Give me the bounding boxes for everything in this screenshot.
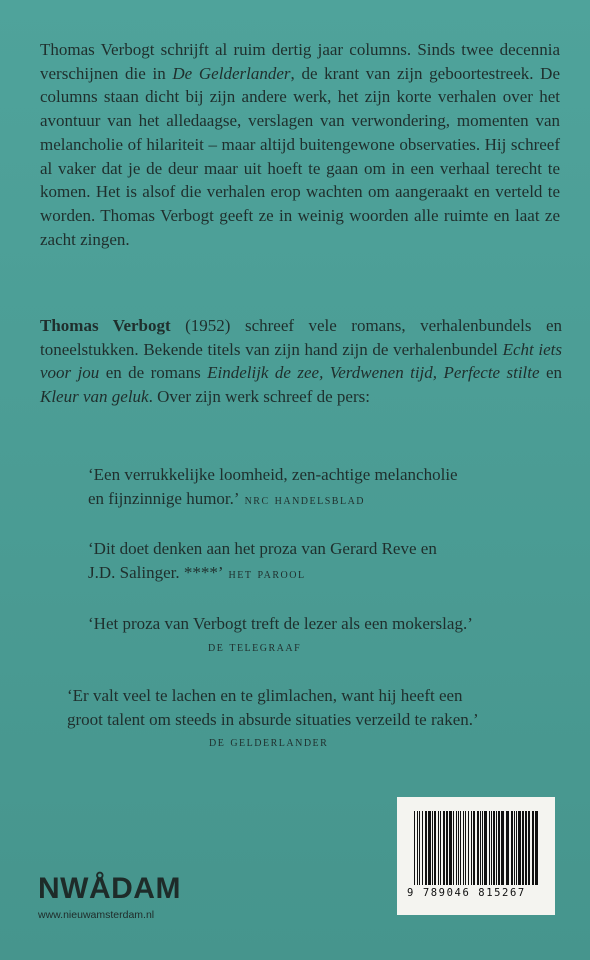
quote-text: ‘Er valt veel te lachen en te glimlachen, want hij heeft een bbox=[67, 686, 463, 705]
author-name: Thomas Verbogt bbox=[40, 316, 171, 335]
publisher-logo: NWÅDAM bbox=[38, 872, 181, 905]
barcode-bar bbox=[432, 811, 433, 885]
barcode-bar bbox=[532, 811, 534, 885]
barcode-bar bbox=[514, 811, 515, 885]
quote-source: nrc handelsblad bbox=[244, 492, 366, 508]
barcode-bar bbox=[417, 811, 418, 885]
barcode-bar bbox=[463, 811, 464, 885]
barcode-bar bbox=[446, 811, 448, 885]
barcode-bar bbox=[460, 811, 461, 885]
barcode-bar bbox=[438, 811, 439, 885]
press-quote bbox=[88, 463, 590, 512]
blurb-newspaper-title: De Gelderlander bbox=[172, 63, 291, 83]
press-quote bbox=[67, 684, 590, 755]
barcode bbox=[397, 797, 555, 915]
barcode-bar bbox=[468, 811, 469, 885]
barcode-bar bbox=[484, 811, 487, 885]
press-quote bbox=[88, 612, 590, 659]
book-title: Verdwenen tijd bbox=[329, 363, 433, 383]
barcode-bar bbox=[477, 811, 479, 885]
barcode-bar bbox=[493, 811, 495, 885]
quote-text: ‘Het proza van Verbogt treft de lezer als een mokerslag.’ bbox=[88, 614, 473, 633]
quote-text: ‘Een verrukkelijke loomheid, zen-achtige melancholie bbox=[88, 465, 458, 484]
barcode-bar bbox=[498, 811, 500, 885]
quote-text: J.D. Salinger. ****’ bbox=[88, 562, 224, 582]
barcode-bar bbox=[473, 811, 475, 885]
barcode-bar bbox=[428, 811, 431, 885]
quote-source: de gelderlander bbox=[209, 735, 329, 751]
bio-text: . Over zijn werk schreef de pers: bbox=[148, 387, 370, 407]
barcode-bar bbox=[522, 811, 524, 885]
blurb-text-a: Thomas Verbogt schrijft al ruim dertig jaar columns. Sinds twee decennia verschijnen die in bbox=[40, 40, 560, 83]
bio-text: en de romans bbox=[99, 363, 208, 383]
barcode-bar bbox=[434, 811, 436, 885]
barcode-bars bbox=[412, 811, 540, 885]
quote-text: ‘Dit doet denken aan het proza van Gerard Reve en bbox=[88, 539, 437, 558]
barcode-bar bbox=[518, 811, 521, 885]
barcode-bar bbox=[489, 811, 490, 885]
blurb-text-b: , de krant van zijn geboortestreek. De columns staan dicht bij zijn andere werk, het zijn korte verhalen over het avontuur van het alledaagse, verslagen van verwondering, momenten van melancholie of hilariteit – maar altijd buitengewone observaties. Hij schreef al vaker dat je de deur maar uit hoeft te gaan om in een verhaal terecht te komen. Het is alsof die verhalen erop wachten om aangeraakt en verteld te worden. Thomas Verbogt geeft ze in weinig woorden alle ruimte en laat ze zacht zingen. bbox=[40, 63, 561, 249]
book-title: Perfecte stilte bbox=[443, 363, 540, 383]
barcode-bar bbox=[511, 811, 513, 885]
barcode-bar bbox=[425, 811, 427, 885]
isbn-number: 9 789046 815267 bbox=[407, 887, 526, 899]
barcode-bar bbox=[440, 811, 441, 885]
barcode-bar bbox=[525, 811, 527, 885]
bio-separator: , bbox=[432, 363, 444, 383]
book-title: Eindelijk de zee bbox=[207, 363, 320, 383]
quote-text: en fijnzinnige humor.’ bbox=[88, 488, 240, 508]
bio-separator: , bbox=[319, 363, 330, 383]
barcode-bar bbox=[501, 811, 504, 885]
barcode-bar bbox=[491, 811, 492, 885]
barcode-bar bbox=[528, 811, 530, 885]
barcode-bar bbox=[482, 811, 483, 885]
press-quote bbox=[88, 537, 590, 586]
author-bio bbox=[40, 314, 562, 409]
barcode-bar bbox=[496, 811, 497, 885]
barcode-bar bbox=[506, 811, 509, 885]
barcode-bar bbox=[480, 811, 481, 885]
barcode-bar bbox=[453, 811, 454, 885]
barcode-bar bbox=[465, 811, 466, 885]
barcode-bar bbox=[419, 811, 420, 885]
barcode-bar bbox=[443, 811, 445, 885]
bio-text: (1952) schreef vele romans, verhalenbundels en toneelstukken. Bekende titels van zijn hand zijn de verhalenbundel bbox=[40, 316, 562, 359]
barcode-bar bbox=[458, 811, 459, 885]
barcode-bar bbox=[449, 811, 452, 885]
blurb-paragraph bbox=[40, 38, 560, 251]
barcode-bar bbox=[471, 811, 472, 885]
barcode-bar bbox=[414, 811, 415, 885]
quote-source: het parool bbox=[228, 566, 306, 582]
barcode-bar bbox=[535, 811, 538, 885]
book-title: Echt iets voor jou bbox=[40, 339, 563, 383]
barcode-bar bbox=[516, 811, 517, 885]
barcode-bar bbox=[456, 811, 457, 885]
bio-text: en bbox=[539, 363, 563, 383]
publisher-url: www.nieuwamsterdam.nl bbox=[38, 909, 155, 921]
book-title: Kleur van geluk bbox=[40, 387, 149, 407]
quote-text: groot talent om steeds in absurde situaties verzeild te raken.’ bbox=[67, 709, 479, 729]
barcode-bar bbox=[422, 811, 423, 885]
quote-source: de telegraaf bbox=[208, 639, 302, 655]
